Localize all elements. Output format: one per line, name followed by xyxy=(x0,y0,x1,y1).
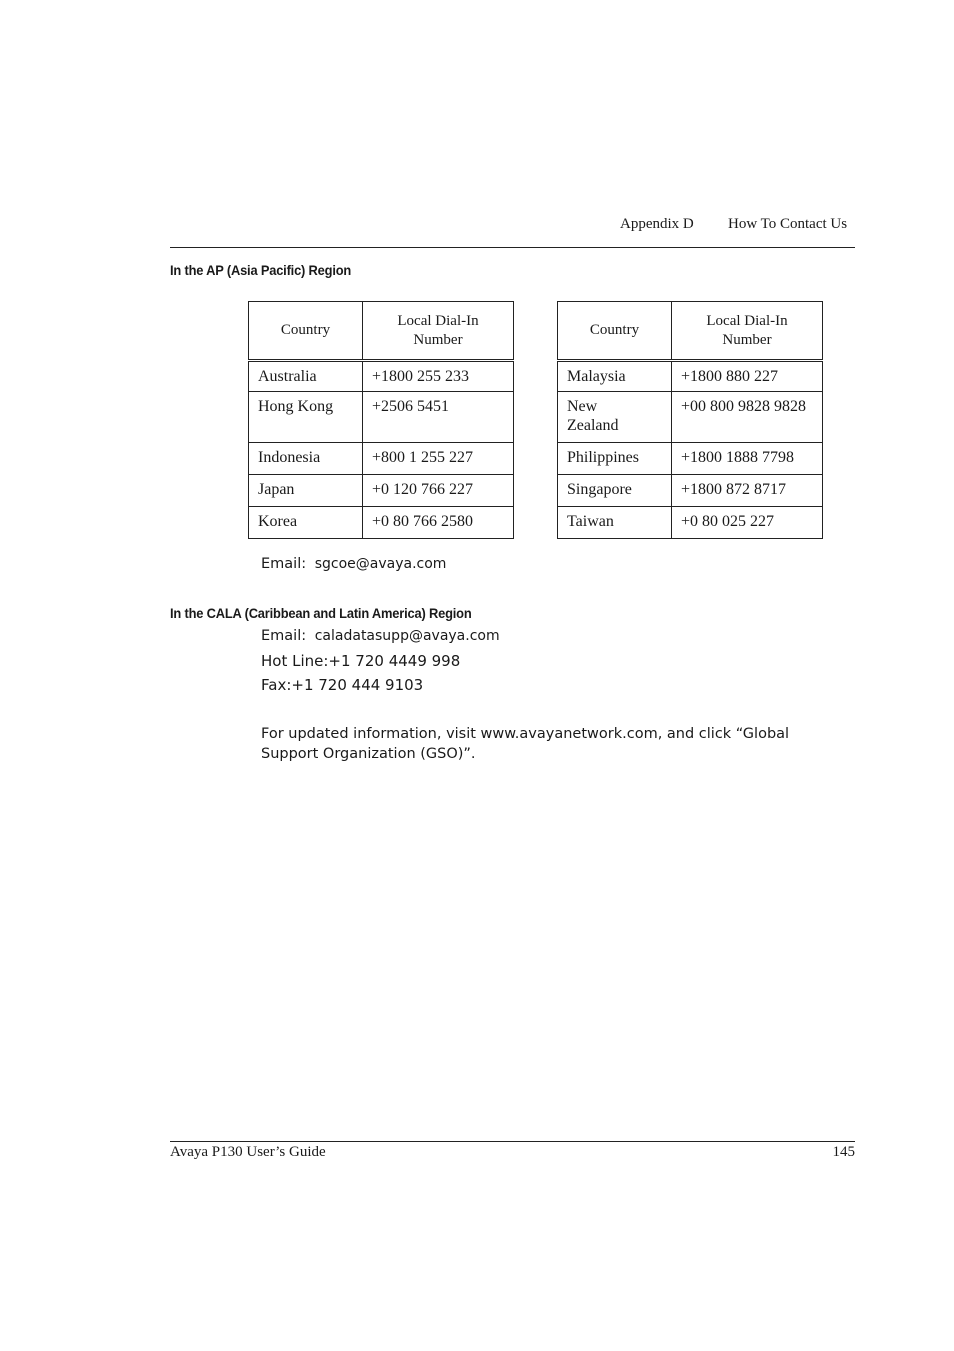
table-row xyxy=(558,475,823,507)
ap-email-link[interactable]: sgcoe@avaya.com xyxy=(314,556,447,572)
country-cell: Korea xyxy=(249,507,363,539)
table-row xyxy=(558,361,823,392)
number-cell: +1800 1888 7798 xyxy=(672,443,823,475)
country-cell: New Zealand xyxy=(558,392,672,443)
table-row xyxy=(249,507,514,539)
country-cell: Australia xyxy=(249,361,363,392)
country-cell: Indonesia xyxy=(249,443,363,475)
header-appendix: Appendix D xyxy=(620,216,694,232)
cala-email-link[interactable]: caladatasupp@avaya.com xyxy=(314,628,500,644)
cala-hotline: Hot Line:+1 720 4449 998 xyxy=(261,652,461,670)
number-cell: +0 80 025 227 xyxy=(672,507,823,539)
email-label: Email: xyxy=(261,556,307,572)
column-header-number-line1: Local Dial-In xyxy=(397,312,479,329)
ap-table-right xyxy=(557,301,823,539)
footer-guide-title: Avaya P130 User’s Guide xyxy=(170,1144,326,1160)
table-header-row xyxy=(558,302,823,361)
column-header-number-line1: Local Dial-In xyxy=(706,312,788,329)
table-row xyxy=(249,361,514,392)
cala-fax: Fax:+1 720 444 9103 xyxy=(261,676,424,694)
table-row xyxy=(249,392,514,443)
country-cell: Malaysia xyxy=(558,361,672,392)
number-cell: +1800 255 233 xyxy=(363,361,514,392)
ap-table-left xyxy=(248,301,514,539)
footer-rule xyxy=(170,1141,855,1142)
cala-email-line xyxy=(261,628,500,644)
number-cell: +800 1 255 227 xyxy=(363,443,514,475)
ap-region-title: In the AP (Asia Pacific) Region xyxy=(170,262,352,278)
email-label: Email: xyxy=(261,628,307,644)
number-cell: +1800 880 227 xyxy=(672,361,823,392)
header-chapter: How To Contact Us xyxy=(728,216,848,232)
ap-email-line xyxy=(261,556,446,572)
table-header-row xyxy=(249,302,514,361)
column-header-number-line2: Number xyxy=(722,331,772,348)
footer-page-number: 145 xyxy=(832,1144,855,1160)
number-cell: +0 80 766 2580 xyxy=(363,507,514,539)
number-cell: +00 800 9828 9828 xyxy=(672,392,823,443)
country-cell: Philippines xyxy=(558,443,672,475)
table-row xyxy=(249,443,514,475)
header-rule xyxy=(170,247,855,248)
column-header-number-line2: Number xyxy=(413,331,463,348)
country-cell: Singapore xyxy=(558,475,672,507)
number-cell: +1800 872 8717 xyxy=(672,475,823,507)
table-row xyxy=(558,392,823,443)
table-row xyxy=(558,443,823,475)
column-header-country: Country xyxy=(558,302,672,361)
table-row xyxy=(558,507,823,539)
number-cell: +0 120 766 227 xyxy=(363,475,514,507)
country-cell: Hong Kong xyxy=(249,392,363,443)
column-header-number xyxy=(363,302,514,361)
column-header-number xyxy=(672,302,823,361)
update-note: For updated information, visit www.avayanetwork.com, and click “Global Support Organization (GSO)”. xyxy=(261,726,790,762)
number-cell: +2506 5451 xyxy=(363,392,514,443)
country-cell: Japan xyxy=(249,475,363,507)
column-header-country: Country xyxy=(249,302,363,361)
country-cell: Taiwan xyxy=(558,507,672,539)
cala-region-title: In the CALA (Caribbean and Latin America) Region xyxy=(170,605,472,621)
table-row xyxy=(249,475,514,507)
